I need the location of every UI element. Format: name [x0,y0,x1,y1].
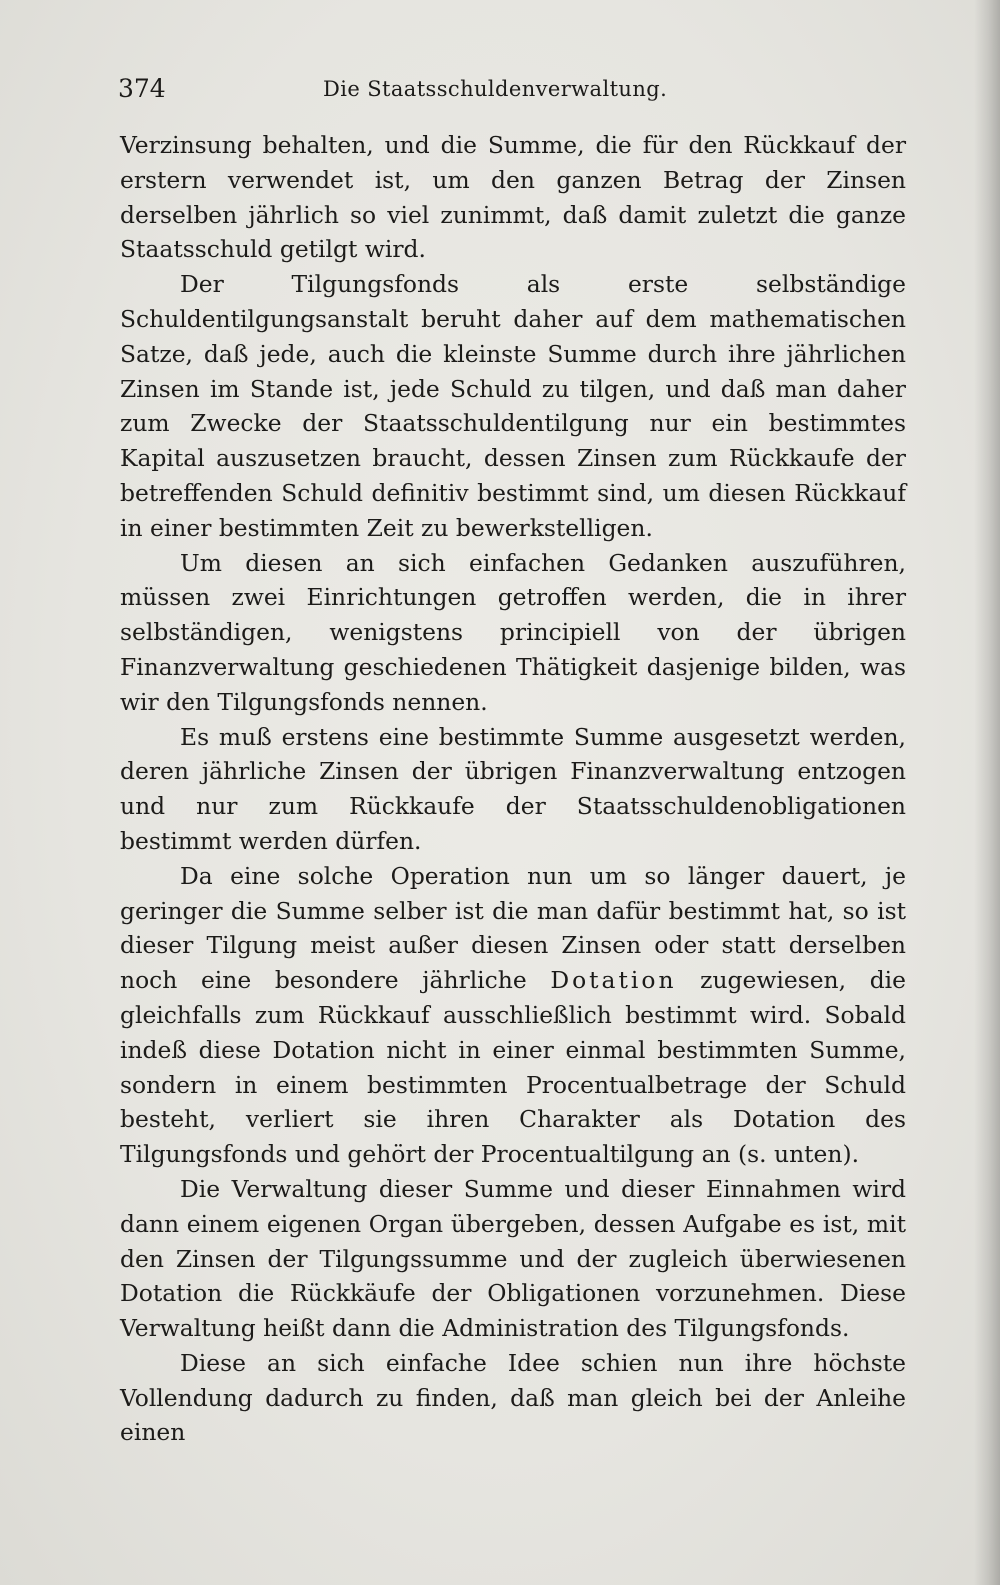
page-number: 374 [118,74,166,103]
paragraph-3: Um diesen an sich einfachen Gedanken auszuführen, müssen zwei Einrichtungen getroffen werden, die in ihrer selbständigen, wenigstens principiell von der übrigen Finanzverwaltung geschiedenen Thätigkeit dasjenige bilden, was wir den Tilgungsfonds nennen. [120,548,906,716]
paragraph-4: Es muß erstens eine bestimmte Summe ausgesetzt werden, deren jährliche Zinsen der übrigen Finanzverwaltung entzogen und nur zum Rückkaufe der Staatsschuldenobligationen bestimmt werden dürfen. [120,722,906,855]
paragraph-2: Der Tilgungsfonds als erste selbständige Schuldentilgungsanstalt beruht daher auf dem mathematischen Satze, daß jede, auch die kleinste Summe durch ihre jährlichen Zinsen im Stande ist, jede Schuld zu tilgen, und daß man daher zum Zwecke der Staatsschuldentilgung nur ein bestimmtes Kapital auszusetzen braucht, dessen Zinsen zum Rückkaufe der betreffenden Schuld definitiv bestimmt sind, um diesen Rückkauf in einer bestimmten Zeit zu bewerkstelligen. [120,270,906,542]
paragraph-7: Diese an sich einfache Idee schien nun ihre höchste Vollendung dadurch zu finden, daß man gleich bei der Anleihe einen [120,1348,906,1447]
paragraph-5-text-before: Da eine solche Operation nun um so länger dauert, je geringer die Summe selber ist die man dafür bestimmt hat, so ist dieser Tilgung meist außer diesen Zinsen oder statt derselben noch eine besondere jährliche [120,861,906,995]
spine-shadow [974,0,1000,1585]
page-header [118,72,908,106]
paragraph-1: Verzinsung behalten, und die Summe, die für den Rückkauf der erstern verwendet ist, um den ganzen Betrag der Zinsen derselben jährlich so viel zunimmt, daß damit zuletzt die ganze Staatsschuld getilgt wird. [120,131,906,264]
paragraph-5 [120,859,906,1172]
paragraph-6: Die Verwaltung dieser Summe und dieser Einnahmen wird dann einem eigenen Organ übergeben, dessen Aufgabe es ist, mit den Zinsen der Tilgungssumme und der zugleich überwiesenen Dotation die Rückkäufe der Obligationen vorzunehmen. Diese Verwaltung heißt dann die Administration des Tilgungsfonds. [120,1174,906,1343]
paragraph-5-text-after: zugewiesen, die gleichfalls zum Rückkauf ausschließlich bestimmt wird. Sobald indeß diese Dotation nicht in einer einmal bestimmten Summe, sondern in einem bestimmten Procentualbetrage der Schuld besteht, verliert sie ihren Charakter als Dotation des Tilgungsfonds und gehört der Procentualtilgung an (s. unten). [120,966,906,1169]
body-text [120,128,906,1450]
emphasized-term: Dotation [550,966,677,995]
running-title: Die Staatsschuldenverwaltung. [323,77,668,101]
